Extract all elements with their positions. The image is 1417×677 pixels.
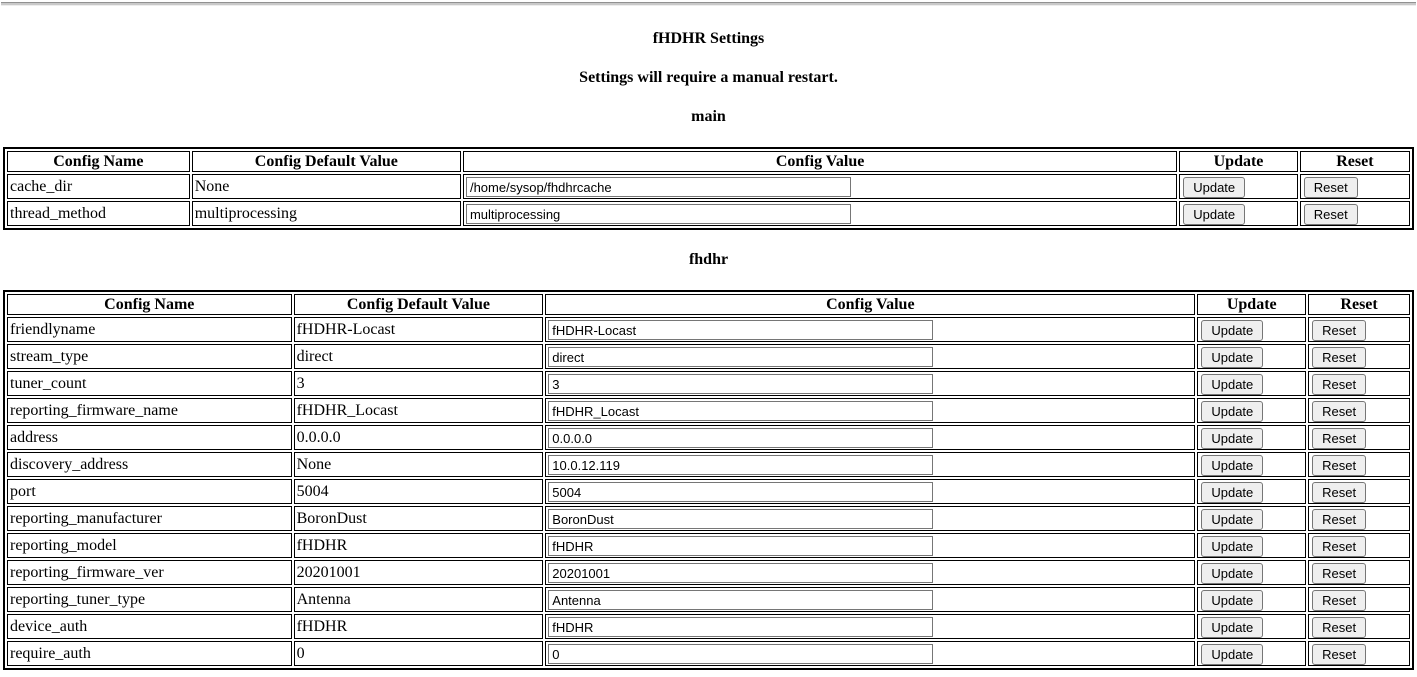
update-button[interactable]: Update (1201, 509, 1263, 530)
header-row (7, 294, 1410, 315)
reset-button[interactable]: Reset (1312, 482, 1366, 503)
config-value-input[interactable] (548, 509, 933, 529)
reset-button[interactable]: Reset (1312, 590, 1366, 611)
reset-cell (1300, 201, 1410, 226)
update-cell (1197, 452, 1306, 477)
config-value-input[interactable] (548, 401, 933, 421)
config-value-cell (545, 452, 1195, 477)
update-cell (1197, 641, 1306, 666)
config-default-cell: fHDHR (294, 533, 544, 558)
column-header-config-default: Config Default Value (294, 294, 544, 315)
update-button[interactable]: Update (1201, 644, 1263, 665)
update-cell (1197, 506, 1306, 531)
config-name-cell: port (7, 479, 292, 504)
reset-cell (1308, 371, 1410, 396)
page-title: fHDHR Settings (652, 30, 765, 47)
config-name-cell: device_auth (7, 614, 292, 639)
column-header-update: Update (1179, 151, 1298, 172)
config-value-cell (545, 344, 1195, 369)
config-name-cell: reporting_firmware_name (7, 398, 292, 423)
section-heading-main: main (691, 108, 726, 125)
config-value-input[interactable] (548, 482, 933, 502)
config-value-input[interactable] (548, 617, 933, 637)
reset-button[interactable]: Reset (1312, 509, 1366, 530)
config-row (7, 587, 1410, 612)
config-value-cell (545, 425, 1195, 450)
reset-button[interactable]: Reset (1312, 617, 1366, 638)
config-table-main (3, 147, 1414, 230)
config-value-cell (545, 641, 1195, 666)
column-header-reset: Reset (1300, 151, 1410, 172)
config-value-cell (545, 317, 1195, 342)
config-value-input[interactable] (548, 644, 933, 664)
reset-cell (1308, 398, 1410, 423)
config-value-cell (545, 398, 1195, 423)
column-header-update: Update (1197, 294, 1306, 315)
reset-cell (1308, 533, 1410, 558)
config-value-input[interactable] (548, 320, 933, 340)
section-heading-fhdhr: fhdhr (688, 251, 729, 268)
config-name-cell: require_auth (7, 641, 292, 666)
config-value-cell (545, 587, 1195, 612)
config-name-cell: reporting_model (7, 533, 292, 558)
config-name-cell: reporting_firmware_ver (7, 560, 292, 585)
config-default-cell: None (294, 452, 544, 477)
config-row (7, 317, 1410, 342)
config-row (7, 425, 1410, 450)
config-row (7, 371, 1410, 396)
reset-button[interactable]: Reset (1312, 320, 1366, 341)
reset-cell (1308, 560, 1410, 585)
reset-cell (1308, 479, 1410, 504)
reset-cell (1308, 506, 1410, 531)
config-default-cell: BoronDust (294, 506, 544, 531)
config-default-cell: 0.0.0.0 (294, 425, 544, 450)
config-default-cell: fHDHR-Locast (294, 317, 544, 342)
reset-button[interactable]: Reset (1312, 644, 1366, 665)
update-cell (1197, 344, 1306, 369)
reset-button[interactable]: Reset (1312, 401, 1366, 422)
config-value-input[interactable] (548, 374, 933, 394)
config-name-cell: friendlyname (7, 317, 292, 342)
config-value-cell (545, 479, 1195, 504)
update-cell (1197, 614, 1306, 639)
config-value-input[interactable] (548, 590, 933, 610)
update-button[interactable]: Update (1201, 320, 1263, 341)
config-default-cell: fHDHR (294, 614, 544, 639)
config-default-cell: None (192, 174, 461, 199)
update-button[interactable]: Update (1201, 347, 1263, 368)
config-row (7, 641, 1410, 666)
reset-cell (1300, 174, 1410, 199)
config-name-cell: address (7, 425, 292, 450)
update-button[interactable]: Update (1201, 536, 1263, 557)
config-value-input[interactable] (548, 563, 933, 583)
header-row (7, 151, 1410, 172)
reset-button[interactable]: Reset (1304, 177, 1358, 198)
update-cell (1179, 201, 1298, 226)
update-cell (1197, 425, 1306, 450)
horizontal-rule (1, 2, 1416, 6)
update-cell (1197, 560, 1306, 585)
config-name-cell: stream_type (7, 344, 292, 369)
restart-notice: Settings will require a manual restart. (579, 69, 838, 86)
config-table-fhdhr (3, 290, 1414, 670)
config-row (7, 452, 1410, 477)
reset-button[interactable]: Reset (1312, 536, 1366, 557)
reset-cell (1308, 425, 1410, 450)
config-row (7, 560, 1410, 585)
reset-button[interactable]: Reset (1312, 428, 1366, 449)
update-cell (1197, 533, 1306, 558)
config-row (7, 614, 1410, 639)
column-header-config-value: Config Value (545, 294, 1195, 315)
reset-cell (1308, 452, 1410, 477)
config-name-cell: thread_method (7, 201, 190, 226)
column-header-config-name: Config Name (7, 151, 190, 172)
config-value-cell (545, 560, 1195, 585)
config-value-cell (545, 614, 1195, 639)
update-button[interactable]: Update (1201, 617, 1263, 638)
update-button[interactable]: Update (1201, 482, 1263, 503)
config-value-cell (545, 533, 1195, 558)
config-default-cell: fHDHR_Locast (294, 398, 544, 423)
config-name-cell: reporting_manufacturer (7, 506, 292, 531)
config-row (7, 533, 1410, 558)
column-header-reset: Reset (1308, 294, 1410, 315)
config-value-input[interactable] (548, 455, 933, 475)
config-default-cell: direct (294, 344, 544, 369)
config-value-input[interactable] (548, 347, 933, 367)
reset-button[interactable]: Reset (1312, 347, 1366, 368)
column-header-config-default: Config Default Value (192, 151, 461, 172)
config-default-cell: 20201001 (294, 560, 544, 585)
config-value-cell (463, 174, 1177, 199)
config-value-cell (463, 201, 1177, 226)
update-cell (1197, 587, 1306, 612)
update-cell (1197, 398, 1306, 423)
update-button[interactable]: Update (1201, 563, 1263, 584)
config-name-cell: discovery_address (7, 452, 292, 477)
update-cell (1197, 317, 1306, 342)
update-button[interactable]: Update (1201, 590, 1263, 611)
reset-button[interactable]: Reset (1312, 455, 1366, 476)
update-button[interactable]: Update (1201, 374, 1263, 395)
config-name-cell: reporting_tuner_type (7, 587, 292, 612)
config-row (7, 201, 1410, 226)
column-header-config-name: Config Name (7, 294, 292, 315)
update-button[interactable]: Update (1201, 401, 1263, 422)
config-value-cell (545, 506, 1195, 531)
config-row (7, 479, 1410, 504)
config-value-input[interactable] (548, 536, 933, 556)
config-default-cell: 0 (294, 641, 544, 666)
config-default-cell: 3 (294, 371, 544, 396)
config-value-cell (545, 371, 1195, 396)
config-row (7, 174, 1410, 199)
reset-button[interactable]: Reset (1304, 204, 1358, 225)
update-cell (1197, 371, 1306, 396)
config-value-input[interactable] (466, 177, 851, 197)
config-name-cell: cache_dir (7, 174, 190, 199)
reset-button[interactable]: Reset (1312, 563, 1366, 584)
config-name-cell: tuner_count (7, 371, 292, 396)
config-row (7, 398, 1410, 423)
update-cell (1197, 479, 1306, 504)
reset-cell (1308, 344, 1410, 369)
update-cell (1179, 174, 1298, 199)
config-default-cell: Antenna (294, 587, 544, 612)
update-button[interactable]: Update (1183, 177, 1245, 198)
config-value-input[interactable] (466, 204, 851, 224)
config-default-cell: 5004 (294, 479, 544, 504)
config-default-cell: multiprocessing (192, 201, 461, 226)
update-button[interactable]: Update (1201, 428, 1263, 449)
config-value-input[interactable] (548, 428, 933, 448)
reset-cell (1308, 614, 1410, 639)
reset-cell (1308, 317, 1410, 342)
reset-button[interactable]: Reset (1312, 374, 1366, 395)
update-button[interactable]: Update (1201, 455, 1263, 476)
update-button[interactable]: Update (1183, 204, 1245, 225)
reset-cell (1308, 641, 1410, 666)
config-row (7, 506, 1410, 531)
column-header-config-value: Config Value (463, 151, 1177, 172)
config-row (7, 344, 1410, 369)
reset-cell (1308, 587, 1410, 612)
